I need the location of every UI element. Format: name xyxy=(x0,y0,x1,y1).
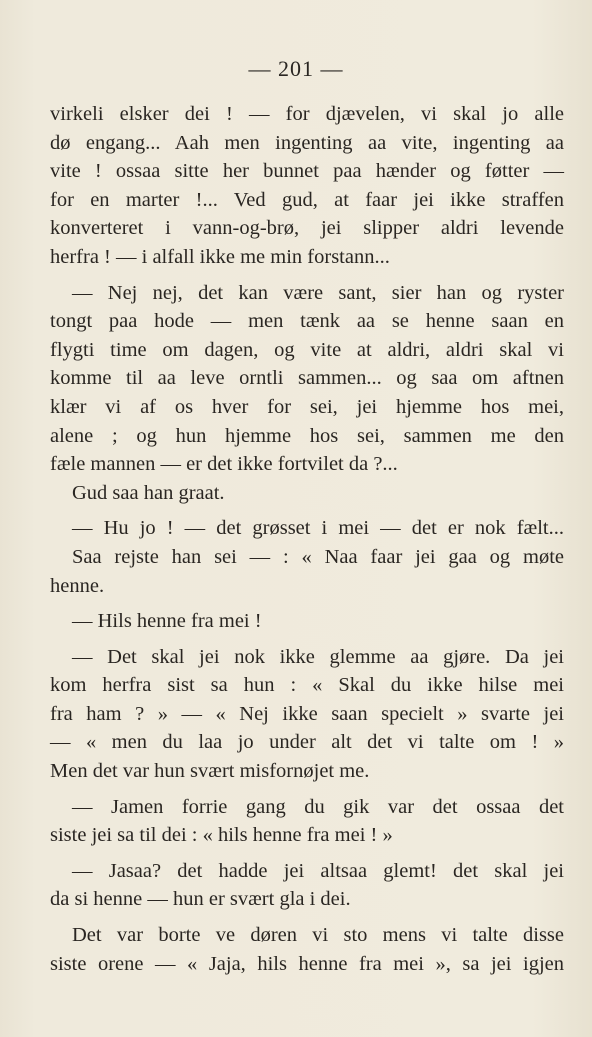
text-line: — Jasaa? det hadde jei altsaa glemt! det skal jei xyxy=(72,859,564,882)
text-line: alene ; og hun hjemme hos sei, sammen me den xyxy=(50,424,564,447)
text-line: — Hu jo ! — det grøsset i mei — det er nok fælt... xyxy=(72,517,564,540)
text-line: — « men du laa jo under alt det vi talte om ! » xyxy=(50,731,564,754)
text-line: — Hils henne fra mei ! xyxy=(72,610,262,633)
text-line: siste jei sa til dei : « hils henne fra mei ! » xyxy=(50,824,393,847)
text-line: da si henne — hun er svært gla i dei. xyxy=(50,888,351,911)
page-number: — 201 — xyxy=(248,56,344,81)
paragraph xyxy=(50,100,564,272)
text-line: Saa rejste han sei — : « Naa faar jei gaa og møte xyxy=(72,545,564,568)
body-text xyxy=(50,100,564,978)
text-line: fæle mannen — er det ikke fortvilet da ?... xyxy=(50,453,398,476)
text-line: — Det skal jei nok ikke glemme aa gjøre. Da jei xyxy=(72,645,564,668)
text-line: fra ham ? » — « Nej ikke saan specielt » svarte jei xyxy=(50,702,564,725)
text-line: kom herfra sist sa hun : « Skal du ikke hilse mei xyxy=(50,674,564,697)
paragraph xyxy=(50,921,564,978)
text-line: klær vi af os hver for sei, jei hjemme hos mei, xyxy=(50,395,564,418)
text-line: komme til aa leve orntli sammen... og saa om aftnen xyxy=(50,367,564,390)
text-line: henne. xyxy=(50,574,105,597)
paragraph xyxy=(50,607,564,636)
text-line: konverteret i vann-og-brø, jei slipper aldri levende xyxy=(50,217,564,240)
text-line: herfra ! — i alfall ikke me min forstann... xyxy=(50,245,390,268)
text-line: virkeli elsker dei ! — for djævelen, vi skal jo alle xyxy=(50,103,564,125)
text-line: Gud saa han graat. xyxy=(72,481,225,504)
text-line: flygti time om dagen, og vite at aldri, aldri skal vi xyxy=(50,338,564,361)
paragraph xyxy=(50,514,564,600)
text-line: Det var borte ve døren vi sto mens vi talte disse xyxy=(72,924,564,947)
text-line: tongt paa hode — men tænk aa se henne saan en xyxy=(50,310,564,333)
text-line: — Jamen forrie gang du gik var det ossaa det xyxy=(72,795,564,818)
paragraph xyxy=(50,793,564,850)
paragraph xyxy=(50,643,564,786)
paragraph xyxy=(50,279,564,508)
text-line: — Nej nej, det kan være sant, sier han og ryster xyxy=(72,281,564,304)
text-line: vite ! ossaa sitte her bunnet paa hænder og føtter — xyxy=(50,160,564,183)
text-line: for en marter !... Ved gud, at faar jei ikke straffen xyxy=(50,188,564,211)
text-line: siste orene — « Jaja, hils henne fra mei », sa jei igjen xyxy=(50,952,564,975)
paragraph xyxy=(50,857,564,914)
text-line: Men det var hun svært misfornøjet me. xyxy=(50,760,370,783)
text-line: dø engang... Aah men ingenting aa vite, ingenting aa xyxy=(50,131,564,154)
